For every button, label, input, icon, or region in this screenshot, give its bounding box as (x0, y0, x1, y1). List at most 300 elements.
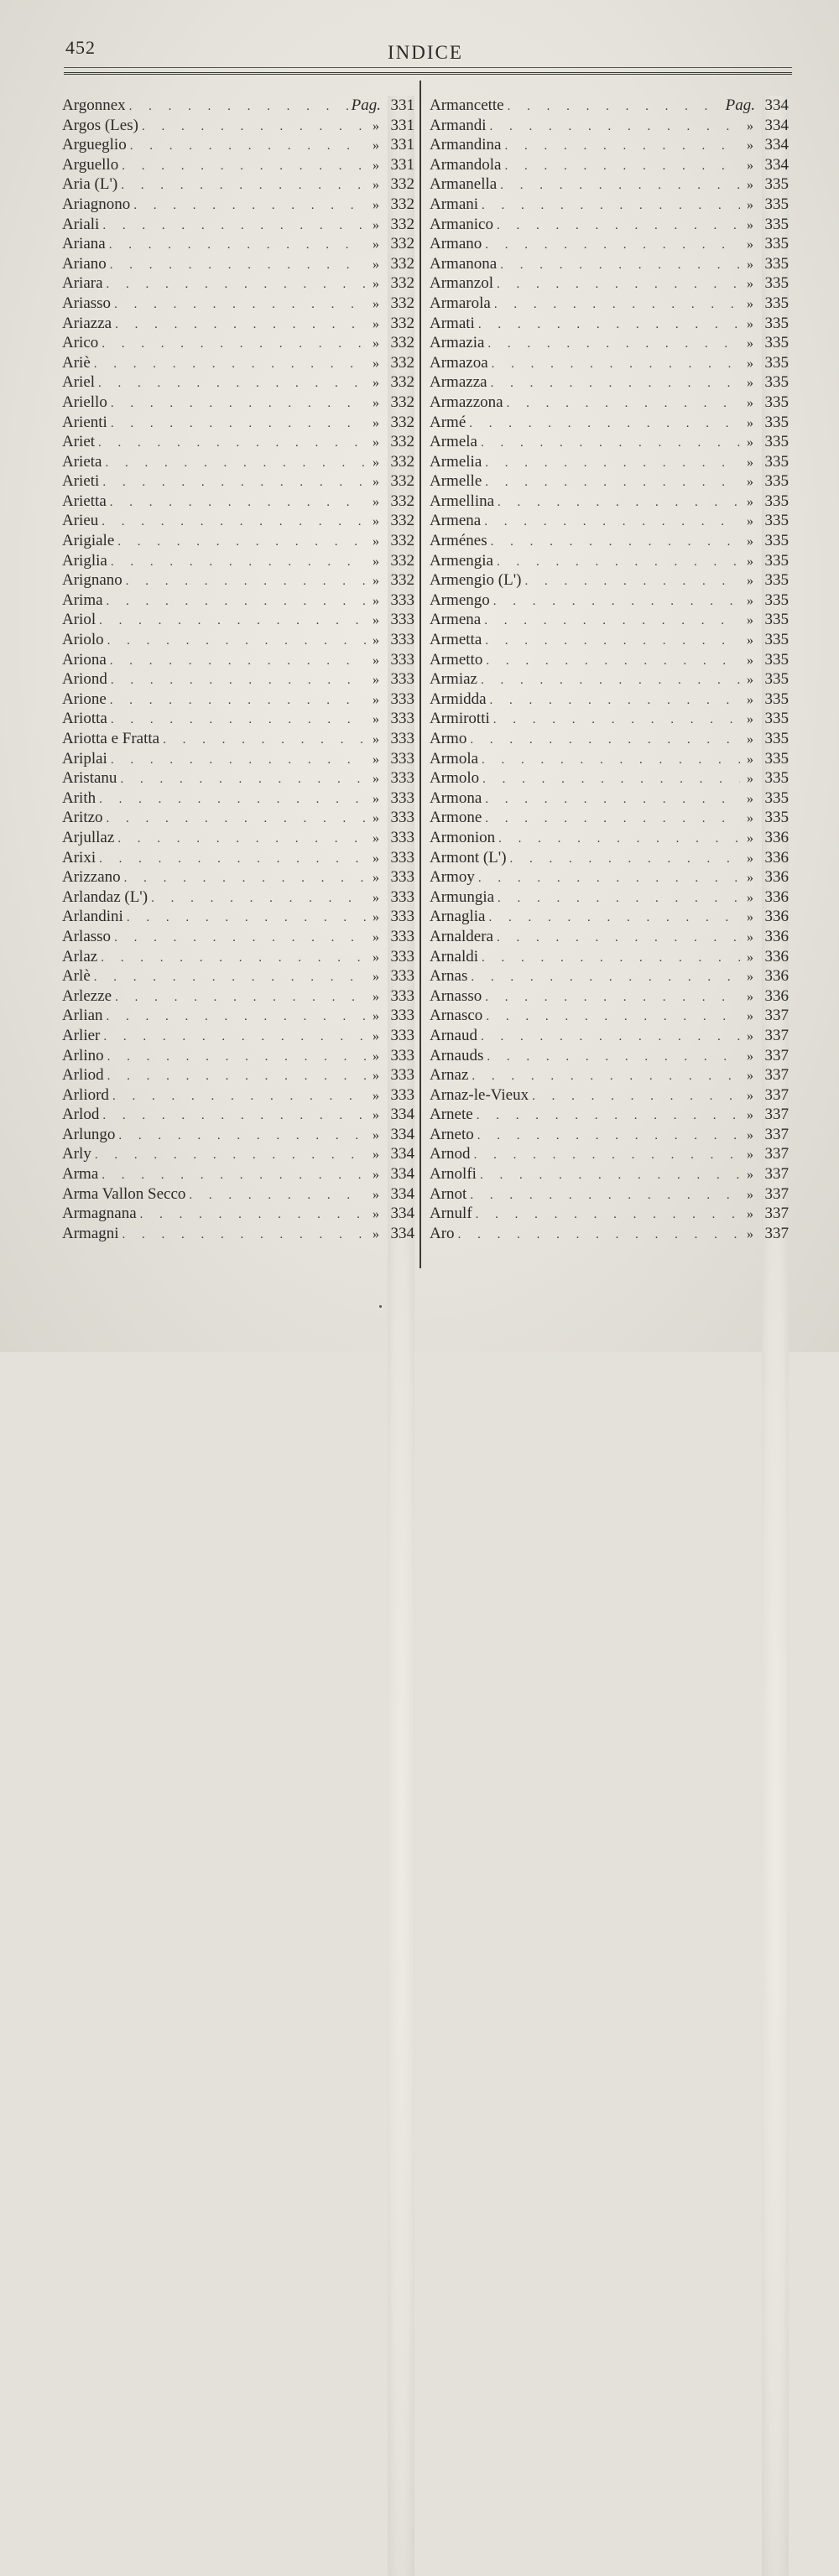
dot-leader (98, 374, 366, 394)
entry-name: Ariali (62, 215, 100, 233)
index-entry (62, 788, 414, 809)
entry-page-number: 333 (388, 927, 414, 2279)
index-entry (62, 1204, 414, 1224)
entry-page-number: 335 (762, 551, 789, 1903)
entry-name: Arnaldera (430, 927, 493, 945)
entry-name: Arly (62, 1145, 91, 1163)
ditto-mark: » (747, 554, 753, 569)
dot-leader (140, 1205, 366, 1226)
index-entry (430, 1006, 789, 1026)
entry-page-number: 336 (762, 986, 789, 2339)
index-entry (62, 1085, 414, 1106)
entry-name: Armone (430, 809, 482, 827)
dot-leader (122, 1226, 366, 1246)
entry-name: Aria (L') (62, 175, 118, 194)
dot-leader (107, 275, 366, 295)
entry-name: Arlungo (62, 1125, 116, 1143)
ditto-mark: » (373, 1207, 379, 1222)
header-rule-double (64, 72, 792, 75)
entry-name: Ariè (62, 353, 91, 372)
dot-leader (493, 710, 740, 731)
entry-name: Armanzol (430, 274, 493, 293)
entry-page-number: 332 (388, 471, 414, 1824)
entry-page-number: 333 (388, 591, 414, 1943)
entry-page-number: 333 (388, 650, 414, 2002)
entry-name: Arnasco (430, 1007, 483, 1025)
entry-page-number: 332 (388, 432, 414, 1784)
dot-leader (507, 394, 740, 414)
entry-name: Arnaud (430, 1026, 477, 1044)
entry-page-number: 335 (762, 610, 789, 1962)
entry-page-number: 335 (762, 570, 789, 1923)
index-entry (62, 135, 414, 155)
index-entry (430, 471, 789, 492)
index-entry (62, 690, 414, 710)
index-entry (62, 947, 414, 967)
dot-leader (142, 117, 366, 138)
column-divider (420, 81, 421, 1268)
entry-name: Arigiale (62, 532, 115, 550)
entry-page-number: 335 (762, 195, 789, 1547)
dot-leader (112, 1087, 366, 1107)
entry-name: Arnolfi (430, 1165, 477, 1184)
index-entry (62, 174, 414, 195)
index-entry (430, 808, 789, 828)
entry-page-number: 336 (762, 828, 789, 2180)
dot-leader (474, 1146, 740, 1166)
entry-page-number: 335 (762, 294, 789, 1646)
index-entry (62, 1184, 414, 1205)
index-entry (62, 551, 414, 571)
dot-leader (129, 97, 348, 117)
entry-name: Armati (430, 314, 475, 332)
index-entry (62, 413, 414, 433)
entry-page-number: 335 (762, 788, 789, 2141)
ditto-mark: » (373, 653, 379, 668)
entry-name: Arieu (62, 512, 99, 530)
index-entry (430, 1164, 789, 1184)
entry-page-number: 333 (388, 947, 414, 2299)
index-entry (430, 986, 789, 1007)
entry-name: Ariasso (62, 294, 112, 312)
index-entry (430, 273, 789, 294)
entry-page-number: 334 (762, 135, 789, 1487)
ditto-mark: » (373, 830, 379, 846)
entry-page-number: 333 (388, 690, 414, 2042)
dot-leader (493, 592, 740, 612)
index-entry (62, 1105, 414, 1125)
dot-leader (107, 632, 366, 652)
entry-name: Arignano (62, 571, 122, 590)
ditto-mark: » (373, 257, 379, 272)
entry-page-number: 332 (388, 254, 414, 1606)
dot-leader (498, 493, 740, 513)
ditto-mark: » (373, 534, 379, 549)
entry-name: Ariol (62, 611, 96, 629)
ditto-mark: » (747, 791, 753, 806)
dot-leader (486, 652, 740, 672)
dot-leader (107, 1067, 366, 1087)
dot-leader (163, 731, 366, 751)
entry-name: Ariplai (62, 749, 107, 768)
entry-page-number: 335 (762, 709, 789, 2061)
entry-name: Armolo (430, 769, 480, 788)
dot-leader (481, 434, 740, 454)
index-entry (430, 1204, 789, 1224)
ditto-mark: » (373, 1088, 379, 1103)
dot-leader (510, 850, 740, 870)
entry-name: Armoy (430, 868, 475, 887)
entry-name: Armandola (430, 155, 502, 174)
ditto-mark: » (373, 791, 379, 806)
dot-leader (477, 1127, 740, 1147)
ditto-mark: » (747, 1009, 753, 1024)
index-entry (62, 215, 414, 235)
entry-page-number: 335 (762, 531, 789, 1883)
index-entry (430, 432, 789, 452)
index-entry (62, 155, 414, 175)
ditto-mark: » (747, 118, 753, 133)
dot-leader (480, 1166, 740, 1186)
index-entry (430, 452, 789, 472)
entry-name: Arlod (62, 1106, 100, 1124)
index-entry (62, 591, 414, 611)
index-entry (430, 630, 789, 650)
dot-leader (470, 731, 740, 751)
entry-page-number: 333 (388, 749, 414, 2101)
index-entry (430, 96, 789, 116)
entry-page-number: 333 (388, 867, 414, 2220)
entry-page-number: 333 (388, 709, 414, 2061)
index-entry (430, 314, 789, 334)
entry-name: Arlaz (62, 947, 98, 965)
entry-page-number: 334 (762, 155, 789, 1507)
index-entry (430, 531, 789, 551)
entry-name: Armandi (430, 116, 487, 134)
entry-page-number: 335 (762, 591, 789, 1943)
ditto-mark: » (747, 890, 753, 905)
ditto-mark: » (373, 633, 379, 648)
entry-name: Armellina (430, 492, 495, 510)
entry-page-number: 334 (762, 116, 789, 1468)
entry-name: Ariana (62, 235, 106, 253)
ditto-mark: » (373, 772, 379, 787)
ditto-mark: » (747, 871, 753, 886)
entry-page-number: 332 (388, 413, 414, 1765)
entry-name: Arlasso (62, 927, 112, 945)
entry-page-number: 337 (762, 1144, 789, 2496)
entry-name: Arlino (62, 1046, 104, 1064)
index-entry (430, 848, 789, 868)
entry-page-number: 335 (762, 492, 789, 1844)
entry-page-number: 335 (762, 393, 789, 1745)
entry-name: Arlian (62, 1007, 103, 1025)
print-speck (379, 1305, 382, 1308)
index-entry (62, 966, 414, 986)
entry-page-number: 334 (762, 96, 789, 1448)
ditto-mark: » (373, 118, 379, 133)
ditto-mark: » (747, 356, 753, 371)
index-entry (430, 709, 789, 729)
entry-page-number: 334 (388, 1105, 414, 2457)
index-entry (430, 828, 789, 848)
dot-leader (481, 671, 740, 691)
entry-page-number: 335 (762, 234, 789, 1586)
entry-page-number: 331 (388, 96, 414, 1448)
index-entry (62, 432, 414, 452)
entry-page-number: 337 (762, 1046, 789, 2398)
dot-leader (532, 1087, 740, 1107)
entry-page-number: 333 (388, 808, 414, 2160)
ditto-mark: » (747, 178, 753, 193)
index-entry (62, 531, 414, 551)
entry-page-number: 332 (388, 333, 414, 1685)
ditto-mark: » (747, 732, 753, 747)
entry-name: Armarola (430, 294, 491, 312)
dot-leader (485, 454, 740, 474)
ditto-mark: » (373, 1108, 379, 1123)
entry-name: Armena (430, 611, 482, 629)
entry-page-number: 334 (388, 1184, 414, 2537)
entry-name: Ariglia (62, 551, 107, 570)
ditto-mark: » (747, 633, 753, 648)
dot-leader (103, 1028, 366, 1048)
index-entry (430, 116, 789, 136)
index-entry (62, 195, 414, 215)
ditto-mark: » (747, 1108, 753, 1123)
entry-page-number: 335 (762, 314, 789, 1666)
ditto-mark: » (373, 890, 379, 905)
entry-name: Armonion (430, 828, 496, 846)
index-entry (62, 848, 414, 868)
entry-page-number: 332 (388, 174, 414, 1527)
index-entry (430, 234, 789, 254)
ditto-mark: » (747, 613, 753, 628)
entry-page-number: 335 (762, 630, 789, 1982)
index-entry (62, 570, 414, 591)
entry-name: Arneto (430, 1125, 474, 1143)
entry-name: Ariolo (62, 631, 104, 649)
index-entry (62, 650, 414, 670)
dot-leader (482, 751, 740, 771)
page-abbreviation: Pag. (725, 96, 755, 114)
dot-leader (107, 592, 366, 612)
ditto-mark: » (373, 673, 379, 688)
dot-leader (482, 196, 740, 216)
entry-name: Arnaglia (430, 908, 486, 926)
entry-page-number: 332 (388, 492, 414, 1844)
entry-page-number: 333 (388, 907, 414, 2259)
entry-name: Armela (430, 433, 477, 451)
dot-leader (476, 1205, 740, 1226)
dot-leader (99, 611, 366, 632)
page-number: 452 (65, 37, 96, 58)
entry-page-number: 335 (762, 372, 789, 1725)
dot-leader (105, 454, 366, 474)
entry-page-number: 337 (762, 1105, 789, 2457)
entry-page-number: 332 (388, 531, 414, 1883)
entry-page-number: 332 (388, 511, 414, 1863)
dot-leader (115, 988, 366, 1008)
index-entry (430, 155, 789, 175)
index-entry (62, 630, 414, 650)
entry-name: Armanona (430, 254, 498, 273)
entry-name: Armazzona (430, 393, 503, 411)
ditto-mark: » (747, 950, 753, 965)
ditto-mark: » (747, 395, 753, 410)
entry-page-number: 333 (388, 828, 414, 2180)
entry-page-number: 333 (388, 610, 414, 1962)
dot-leader (482, 949, 740, 969)
entry-name: Arguello (62, 155, 119, 174)
entry-page-number: 337 (762, 1184, 789, 2537)
index-entry (430, 1144, 789, 1164)
entry-name: Ariazza (62, 314, 112, 332)
ditto-mark: » (373, 613, 379, 628)
dot-leader (485, 473, 740, 493)
entry-name: Armetto (430, 650, 483, 669)
entry-page-number: 332 (388, 551, 414, 1903)
ditto-mark: » (747, 296, 753, 311)
entry-page-number: 337 (762, 1006, 789, 2358)
entry-page-number: 335 (762, 690, 789, 2042)
dot-leader (114, 295, 366, 315)
dot-leader (494, 295, 740, 315)
entry-page-number: 337 (762, 1065, 789, 2417)
index-entry (430, 372, 789, 393)
entry-name: Arnas (430, 967, 468, 986)
entry-page-number: 335 (762, 432, 789, 1784)
dot-leader (109, 236, 366, 256)
index-entry (430, 215, 789, 235)
index-entry (62, 372, 414, 393)
index-entry (62, 1125, 414, 1145)
entry-name: Armanella (430, 175, 498, 194)
ditto-mark: » (747, 851, 753, 866)
entry-page-number: 336 (762, 947, 789, 2299)
dot-leader (120, 770, 366, 790)
ditto-mark: » (747, 692, 753, 707)
entry-name: Armazia (430, 334, 485, 352)
dot-leader (497, 216, 740, 237)
entry-name: Arnaldi (430, 947, 479, 965)
ditto-mark: » (747, 1049, 753, 1064)
entry-name: Arith (62, 788, 96, 807)
index-entry (62, 452, 414, 472)
index-entry (430, 511, 789, 531)
entry-page-number: 333 (388, 887, 414, 2240)
index-entry (430, 768, 789, 788)
dot-leader (504, 137, 740, 157)
index-entry (430, 294, 789, 314)
dot-leader (491, 374, 740, 394)
index-entry (62, 808, 414, 828)
dot-leader (107, 1007, 366, 1028)
ditto-mark: » (373, 1049, 379, 1064)
ditto-mark: » (373, 237, 379, 252)
entry-page-number: 337 (762, 1026, 789, 2378)
entry-page-number: 333 (388, 1046, 414, 2398)
index-entry (430, 788, 789, 809)
entry-page-number: 332 (388, 215, 414, 1567)
index-entry (430, 1026, 789, 1046)
index-column-right (430, 96, 789, 1243)
dot-leader (94, 968, 366, 988)
entry-page-number: 334 (388, 1164, 414, 2516)
dot-leader (504, 157, 740, 177)
index-entry (62, 927, 414, 947)
entry-page-number: 333 (388, 848, 414, 2200)
index-entry (62, 749, 414, 769)
entry-name: Arma (62, 1165, 99, 1184)
entry-page-number: 332 (388, 393, 414, 1745)
header-rule-thin (64, 67, 792, 68)
entry-page-number: 335 (762, 333, 789, 1685)
index-entry (430, 887, 789, 908)
entry-page-number: 336 (762, 927, 789, 2279)
entry-page-number: 332 (388, 195, 414, 1547)
entry-name: Aristanu (62, 769, 117, 788)
ditto-mark: » (373, 395, 379, 410)
index-entry (430, 610, 789, 630)
ditto-mark: » (747, 494, 753, 509)
ditto-mark: » (373, 554, 379, 569)
index-entry (430, 749, 789, 769)
entry-page-number: 333 (388, 1006, 414, 2358)
index-entry (62, 709, 414, 729)
entry-name: Arma Vallon Secco (62, 1184, 186, 1203)
dot-leader (491, 533, 740, 553)
index-entry (430, 1125, 789, 1145)
dot-leader (508, 97, 722, 117)
ditto-mark: » (373, 712, 379, 727)
ditto-mark: » (747, 435, 753, 450)
entry-name: Armelia (430, 452, 482, 471)
page-title: INDICE (388, 42, 463, 63)
entry-page-number: 332 (388, 294, 414, 1646)
entry-name: Arieta (62, 452, 102, 471)
index-entry (62, 294, 414, 314)
ditto-mark: » (373, 950, 379, 965)
ditto-mark: » (373, 910, 379, 925)
entry-name: Ariello (62, 393, 107, 411)
entry-name: Arlè (62, 967, 91, 986)
ditto-mark: » (373, 376, 379, 391)
ditto-mark: » (373, 692, 379, 707)
entry-name: Armengia (430, 551, 493, 570)
ditto-mark: » (373, 494, 379, 509)
ditto-mark: » (747, 712, 753, 727)
index-entry (430, 551, 789, 571)
index-entry (430, 1224, 789, 1244)
entry-name: Arnete (430, 1106, 473, 1124)
index-entry (62, 116, 414, 136)
entry-name: Arixi (62, 848, 96, 866)
entry-page-number: 335 (762, 808, 789, 2160)
dot-leader (118, 1127, 366, 1147)
index-entry (430, 947, 789, 967)
ditto-mark: » (373, 514, 379, 529)
index-entry (62, 828, 414, 848)
entry-page-number: 337 (762, 1204, 789, 2556)
dot-leader (485, 809, 740, 830)
ditto-mark: » (373, 970, 379, 985)
entry-name: Ariona (62, 650, 107, 669)
index-entry (62, 273, 414, 294)
entry-name: Arieti (62, 472, 100, 491)
index-entry (62, 1065, 414, 1085)
entry-name: Armont (L') (430, 848, 507, 866)
